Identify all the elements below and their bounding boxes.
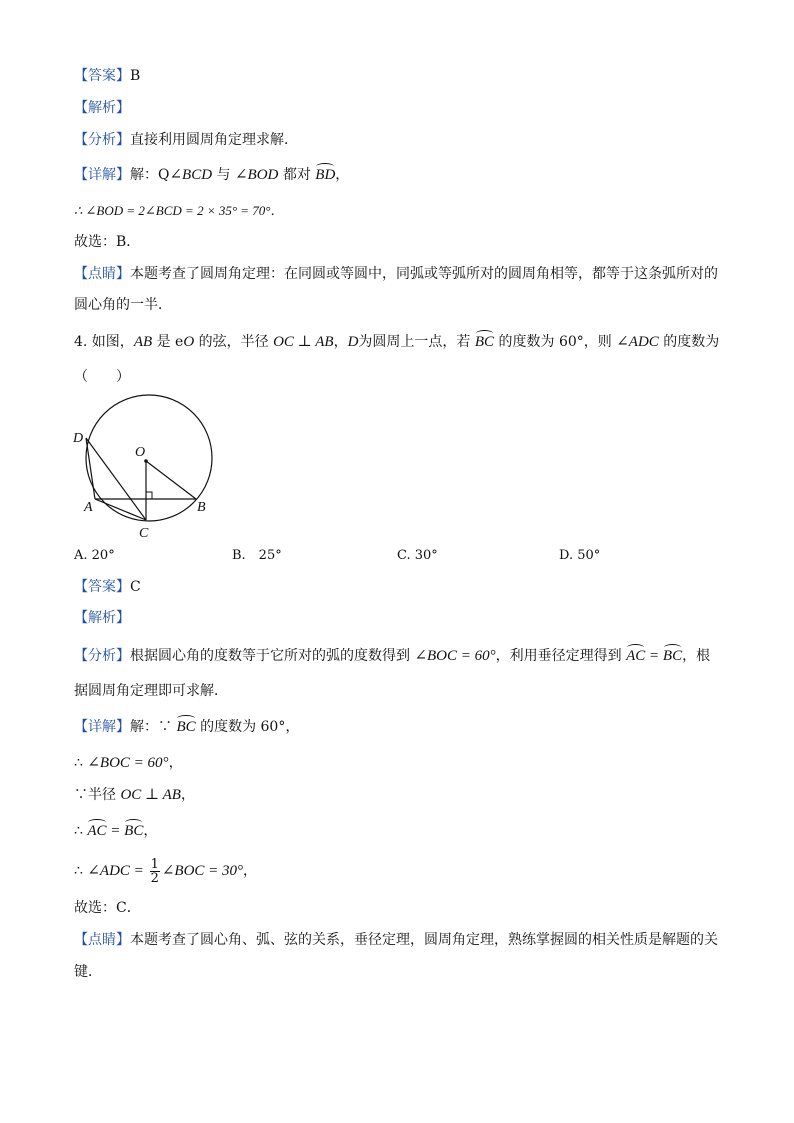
angle-boc-60: ∠BOC = 60° [87, 755, 169, 771]
comma: ， [180, 787, 195, 803]
q4-fenxi-line2 [74, 681, 228, 701]
label-c: C [139, 526, 149, 541]
comma: ， [168, 755, 183, 771]
angle-adc: ∠ADC [616, 334, 659, 350]
q4-step1 [74, 753, 183, 773]
fenxi-text-d: ，根 [682, 648, 711, 664]
right-angle-mark [146, 492, 152, 499]
comma: ， [143, 823, 158, 839]
q4-step3 [74, 821, 157, 841]
stem-j: 的度数为 60°，则 [494, 334, 617, 350]
angle-boc-30: ∠BOC = 30° [161, 863, 244, 879]
arc-ac: AC [626, 648, 646, 664]
choice-d: D. 50° [559, 548, 601, 563]
dianjing-tag: 【点睛】 [74, 932, 130, 948]
q3-step1 [74, 201, 284, 221]
analysis-tag: 【解析】 [74, 100, 130, 116]
fenxi-text-a: 根据圆心角的度数等于它所对的弧的度数得到 [130, 648, 415, 664]
circle-o: O [183, 334, 195, 350]
arc-ac: AC [87, 823, 107, 839]
answer-value: C [130, 579, 141, 595]
q3-dianjing-line1 [74, 264, 718, 284]
xiangjie-text-a: 解：Q [130, 167, 170, 183]
dianjing-text-1: 本题考查了圆心角、弧、弦的关系，垂径定理，圆周角定理，熟练掌握圆的相关性质是解题的关 [130, 932, 718, 948]
choice-b: B. 25° [232, 548, 282, 563]
arc-bc: BC [124, 823, 144, 839]
answer-tag: 【答案】 [74, 68, 130, 84]
equals-sign: = [106, 823, 125, 839]
stem-e: 的弦，半径 [194, 334, 274, 350]
stem-c: 是 e [152, 334, 184, 350]
fenxi-tag: 【分析】 [74, 132, 130, 148]
q4-xiangjie-line [74, 717, 299, 737]
fraction-one-half [150, 858, 160, 885]
label-a: A [84, 500, 93, 515]
q3-answer-line [74, 66, 140, 86]
xiangjie-tag: 【详解】 [74, 719, 130, 735]
xiangjie-text-b: 的度数为 60°， [195, 719, 300, 735]
stem-a: 4. 如图， [74, 334, 134, 350]
fenxi-text-2: 据圆周角定理即可求解． [74, 683, 228, 699]
comma: ， [243, 863, 258, 879]
xiangjie-text-f: ， [335, 167, 350, 183]
segment-ob [146, 461, 196, 499]
arc-bc: BC [662, 648, 683, 664]
xiangjie-tag: 【详解】 [74, 167, 130, 183]
q4-step4 [74, 855, 257, 887]
q3-choose-text: 故选：B． [74, 234, 141, 250]
arc-bc: BC [176, 719, 196, 735]
therefore-1: ∴ [74, 755, 88, 771]
q3-choose [74, 232, 140, 252]
q3-step1-math: ∴ ∠BOD = 2∠BCD = 2 × 35° = 70°． [74, 203, 284, 218]
analysis-tag: 【解析】 [74, 610, 130, 626]
q4-stem-line2 [74, 367, 130, 387]
answer-tag: 【答案】 [74, 579, 130, 595]
stem-blank: （ ） [74, 369, 130, 385]
dianjing-text-2: 圆心角的一半． [74, 297, 172, 313]
q4-analysis-heading [74, 608, 130, 628]
angle-adc-eq: ∠ADC = [87, 863, 148, 879]
label-d: D [73, 431, 84, 446]
point-d: D [347, 334, 359, 350]
arc-bd: BD [315, 167, 336, 183]
stem-i: 为圆周上一点，若 [358, 334, 475, 350]
fenxi-text: 直接利用圆周角定理求解． [130, 132, 298, 148]
angle-bcd: ∠BCD [169, 167, 213, 183]
fenxi-text-c: ，利用垂径定理得到 [495, 648, 627, 664]
fraction-numerator: 1 [150, 856, 159, 872]
stem-l: 的度数为 [658, 334, 720, 350]
equals-sign: = [645, 648, 663, 664]
q3-analysis-heading [74, 98, 130, 118]
dianjing-text-2: 键． [74, 964, 102, 980]
dianjing-text-1: 本题考查了圆周角定理：在同圆或等圆中，同弧或等弧所对的圆周角相等，都等于这条弧所对的 [130, 266, 718, 282]
angle-boc-60: ∠BOC = 60° [414, 648, 496, 664]
q4-dianjing-line2 [74, 962, 102, 982]
choice-a: A. 20° [74, 548, 115, 563]
xiangjie-text-c: 与 [212, 167, 235, 183]
q4-stem-line1 [74, 332, 719, 352]
therefore-4: ∴ [74, 863, 88, 879]
q4-answer-line [74, 577, 141, 597]
xiangjie-text-a: 解：∵ [130, 719, 177, 735]
stem-g: ， [333, 334, 348, 350]
label-b: B [197, 500, 206, 515]
answer-value: B [130, 68, 141, 84]
q4-dianjing-line1 [74, 930, 718, 950]
therefore-3: ∴ [74, 823, 88, 839]
q3-fenxi-line [74, 130, 298, 150]
fenxi-tag: 【分析】 [74, 648, 130, 664]
q3-xiangjie-line [74, 165, 349, 185]
q4-choose [74, 898, 141, 918]
because-radius: ∵半径 [74, 787, 121, 803]
q3-dianjing-line2 [74, 295, 172, 315]
angle-bod: ∠BOD [234, 167, 279, 183]
fraction-denominator: 2 [150, 870, 159, 886]
q4-step2 [74, 785, 195, 805]
oc-perp-ab: OC ⊥ AB [120, 787, 181, 803]
q4-fenxi-line1 [74, 646, 710, 666]
circle-figure [66, 390, 226, 550]
dianjing-tag: 【点睛】 [74, 266, 130, 282]
circle-outline [86, 395, 212, 521]
label-o: O [135, 445, 146, 460]
arc-bc: BC [474, 334, 495, 350]
xiangjie-text-e: 都对 [278, 167, 316, 183]
choice-c: C. 30° [397, 548, 438, 563]
chord-ab: AB [133, 334, 153, 350]
oc-perp-ab: OC ⊥ AB [273, 334, 334, 350]
q4-choose-text: 故选：C． [74, 900, 141, 916]
